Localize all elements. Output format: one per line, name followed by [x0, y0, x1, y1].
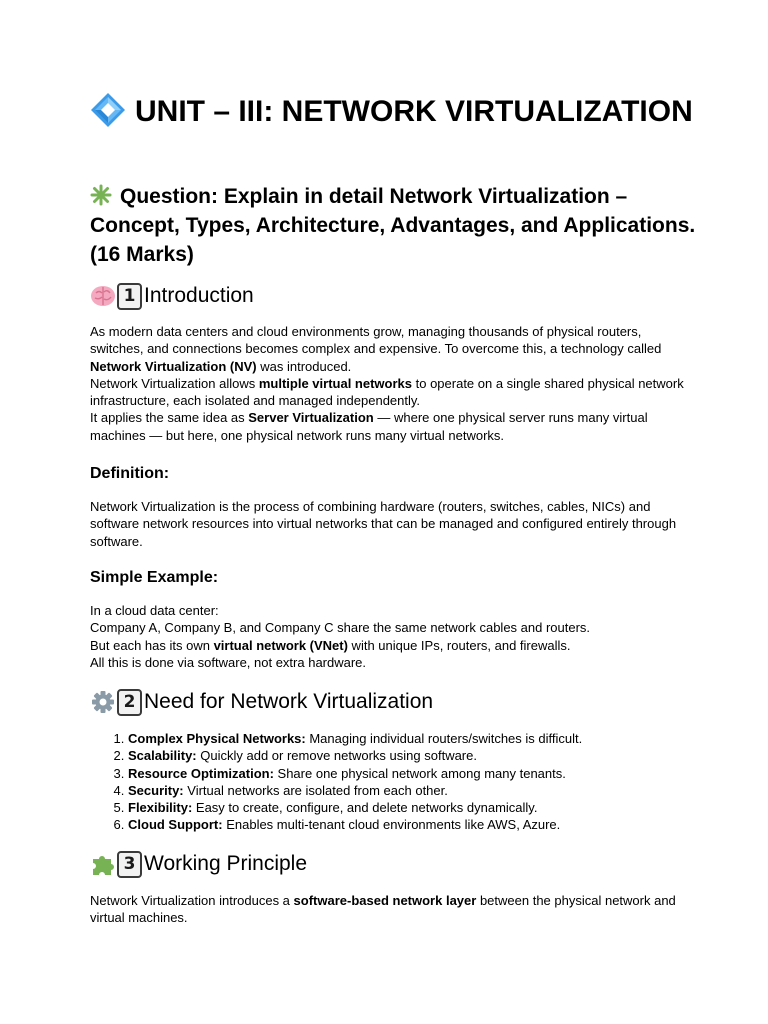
list-item: [128, 816, 748, 833]
list-item-desc: Quickly add or remove networks using software.: [196, 748, 477, 764]
section-title: Working Principle: [144, 852, 308, 875]
example-text: All this is done via software, not extra hardware.: [90, 654, 367, 670]
example-text: Company A, Company B, and Company C share the same network cables and routers.: [90, 620, 591, 636]
working-text: Network Virtualization introduces a: [90, 893, 294, 908]
list-item-term: Scalability:: [128, 748, 197, 764]
section-heading-need: [90, 688, 433, 716]
section-heading-introduction: [90, 282, 254, 310]
list-item-term: Resource Optimization:: [128, 765, 274, 781]
section-number-badge: 1: [117, 283, 142, 310]
question-heading: [90, 182, 710, 269]
section-heading-working: [90, 850, 307, 878]
needs-list: [90, 730, 748, 834]
intro-emphasis: Network Virtualization (NV): [90, 358, 257, 374]
intro-text: It applies the same idea as: [90, 410, 249, 426]
list-item-term: Cloud Support:: [128, 817, 223, 833]
list-item: [128, 765, 748, 782]
intro-emphasis: Server Virtualization: [248, 410, 374, 426]
brain-icon: [90, 284, 116, 308]
intro-text: Network Virtualization allows: [90, 375, 259, 391]
working-paragraph: [90, 892, 690, 927]
section-number-badge: 2: [117, 689, 142, 716]
list-item-desc: Enables multi-tenant cloud environments like AWS, Azure.: [222, 817, 561, 833]
section-title: Need for Network Virtualization: [144, 690, 434, 713]
puzzle-piece-icon: [90, 852, 116, 876]
intro-text: to operate on a single shared physical network infrastructure, each isolated and managed independently.: [90, 375, 684, 409]
list-item-desc: Easy to create, configure, and delete networks dynamically.: [192, 800, 538, 816]
definition-heading: Definition:: [90, 465, 170, 482]
working-emphasis: software-based network layer: [293, 893, 477, 908]
page-title: [90, 93, 710, 131]
gear-icon: [90, 690, 116, 714]
list-item-term: Flexibility:: [128, 800, 193, 816]
example-text: But each has its own: [90, 637, 214, 653]
example-text: with unique IPs, routers, and firewalls.: [347, 637, 571, 653]
list-item: [128, 782, 748, 799]
list-item-term: Security:: [128, 782, 184, 798]
intro-paragraph: [90, 323, 690, 444]
list-item: [128, 799, 748, 816]
list-item: [128, 747, 748, 764]
section-number-badge: 3: [117, 851, 142, 878]
intro-text: As modern data centers and cloud environments grow, managing thousands of physical routers, switches, and connections becomes complex and expensive. To overcome this, a technology called: [90, 324, 662, 357]
working-text: between the physical network and virtual machines.: [90, 893, 676, 926]
list-item-desc: Virtual networks are isolated from each other.: [183, 782, 448, 798]
diamond-with-dot-icon: [90, 92, 126, 128]
section-title: Introduction: [144, 284, 254, 307]
intro-emphasis: multiple virtual networks: [258, 375, 412, 391]
example-emphasis: virtual network (VNet): [213, 637, 348, 653]
list-item-term: Complex Physical Networks:: [128, 731, 306, 746]
intro-text: — where one physical server runs many virtual machines — but here, one physical network runs many virtual networks.: [90, 410, 648, 443]
example-heading: Simple Example:: [90, 569, 219, 586]
definition-text: Network Virtualization is the process of combining hardware (routers, switches, cables, NICs) and software network resources into virtual networks that can be managed and configured entirely through software.: [90, 499, 677, 549]
example-paragraph: [90, 602, 710, 671]
page-title-text: UNIT – III: NETWORK VIRTUALIZATION: [135, 95, 693, 128]
list-item-desc: Managing individual routers/switches is difficult.: [305, 731, 583, 746]
list-item-desc: Share one physical network among many tenants.: [273, 765, 566, 781]
intro-text: was introduced.: [256, 358, 352, 374]
question-text: Question: Explain in detail Network Virtualization – Concept, Types, Architecture, Advantages, and Applications. (16 Marks): [90, 185, 696, 266]
list-item: [128, 730, 748, 747]
example-text: In a cloud data center:: [90, 603, 219, 618]
sparkle-icon: [90, 184, 112, 206]
